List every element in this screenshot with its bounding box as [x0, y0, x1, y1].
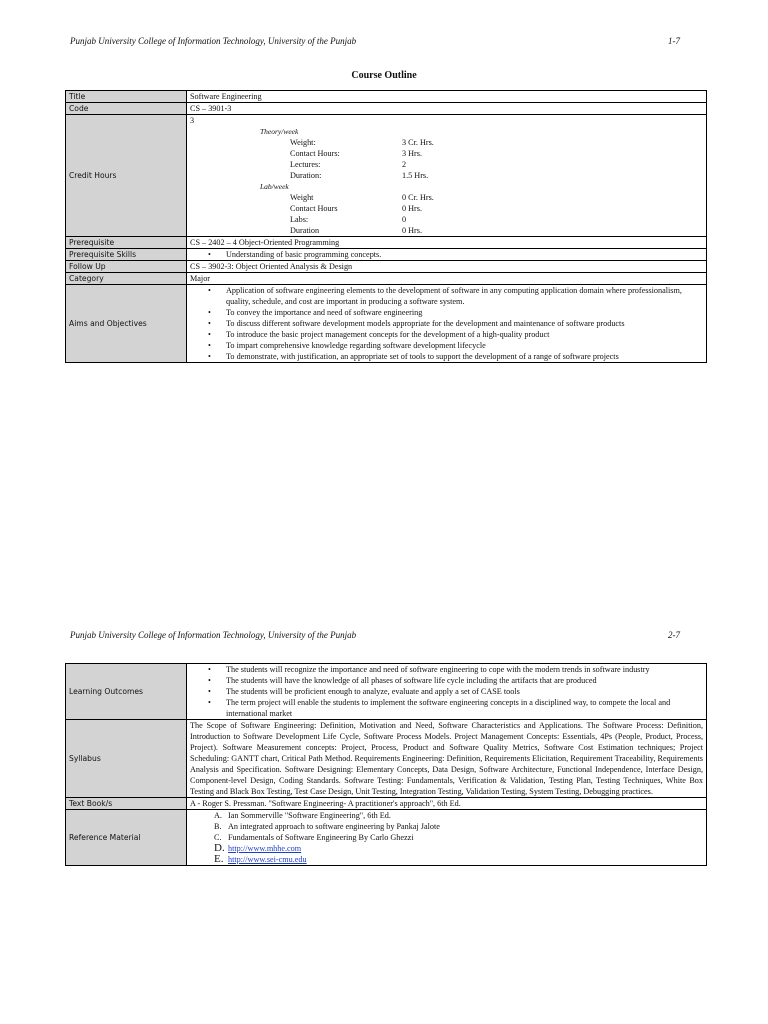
credit-detail-key: Duration: [290, 171, 322, 180]
credit-detail-key: Weight: [290, 138, 316, 147]
row-category [66, 273, 707, 285]
lab-list [190, 192, 703, 236]
list-item: • Application of software engineering elements to the development of software in any computing application domain where professionalism, quality, schedule, and cost are important in producing a software system. [226, 285, 703, 307]
credit-detail-key: Contact Hours [290, 204, 338, 213]
credit-total: 3 [190, 116, 195, 125]
row-text-books [66, 798, 707, 810]
credit-detail-row [190, 192, 703, 203]
list-item: • The students will have the knowledge of all phases of software life cycle including the artifacts that are produced [226, 675, 703, 686]
credit-detail-key: Labs: [290, 215, 309, 224]
list-item: • The students will be proficient enough to analyze, evaluate and apply a set of CASE tools [226, 686, 703, 697]
reference-link[interactable]: http://www.mhhe.com [228, 844, 302, 853]
row-title [66, 91, 707, 103]
prerequisite-skills-label: Prerequisite Skills [66, 249, 187, 261]
page1-page-number: 1-7 [668, 36, 680, 46]
credit-detail-row [190, 214, 703, 225]
credit-hours-value [187, 115, 707, 237]
aims-label: Aims and Objectives [66, 285, 187, 363]
reference-marker: B. [214, 822, 222, 831]
reference-item [214, 832, 703, 843]
list-item: • Understanding of basic programming concepts. [226, 249, 703, 260]
category-value: Major [187, 273, 707, 285]
credit-detail-value: 0 [402, 215, 407, 224]
reference-item [214, 853, 703, 865]
reference-text: Fundamentals of Software Engineering By Carlo Ghezzi [228, 833, 414, 842]
course-outline-title: Course Outline [351, 70, 417, 81]
row-reference-material [66, 810, 707, 866]
credit-detail-value: 2 [402, 160, 407, 169]
row-follow-up [66, 261, 707, 273]
credit-detail-key: Contact Hours: [290, 149, 340, 158]
list-item: • The students will recognize the importance and need of software engineering to cope with the modern trends in software industry [226, 664, 703, 675]
title-value: Software Engineering [187, 91, 707, 103]
reference-text: An integrated approach to software engineering by Pankaj Jalote [228, 822, 440, 831]
syllabus-label: Syllabus [66, 720, 187, 798]
page1-header-left: Punjab University College of Information Technology, University of the Punjab [70, 36, 357, 46]
theory-heading: Theory/week [260, 127, 299, 136]
row-credit-hours [66, 115, 707, 237]
list-item: • To introduce the basic project management concepts for the development of a high-quality product [226, 329, 703, 340]
learning-outcomes-label: Learning Outcomes [66, 664, 187, 720]
list-item: • To discuss different software development models appropriate for the development and maintenance of software products [226, 318, 703, 329]
page2-header-left: Punjab University College of Information Technology, University of the Punjab [70, 630, 357, 640]
credit-detail-row [190, 170, 703, 181]
syllabus-text: The Scope of Software Engineering: Definition, Motivation and Need, Software Characteristics and Applications. The Software Process: Definition, Introduction to Software Development Life Cycle, Software Process Models. Project Management Concepts: Essentials, 4Ps (People, Product, Process, Project). Software Measurement concepts: Project, Process, Product and Software Quality Metrics, Software Cost Estimation techniques; Project Scheduling: GANTT chart, Critical Path Method. Requirements Engineering: Definition, Requirements Elicitation, Requirement Traceability, Requirements Analysis and Specification. Software Designing: Elementary Concepts, Data Design, Software Architecture, Functional Independence, Interface Design, Component-level Design, Coding Standards. Software Testing: Fundamentals, Verification & Validation, Testing Plan, Testing Techniques, White Box Testing and Black Box Testing, Test Case Design, Unit Testing, Integration Testing, Validation Testing, System Testing, Debugging practices. [187, 720, 707, 798]
reference-marker: A. [214, 811, 222, 820]
credit-hours-label: Credit Hours [66, 115, 187, 237]
credit-detail-value: 0 Cr. Hrs. [402, 193, 434, 202]
row-syllabus [66, 720, 707, 798]
page2-page-number: 2-7 [668, 630, 680, 640]
reference-marker: C. [214, 833, 222, 842]
credit-detail-value: 1.5 Hrs. [402, 171, 429, 180]
list-item: • To convey the importance and need of software engineering [226, 307, 703, 318]
learning-outcomes-list [190, 664, 703, 719]
text-books-label: Text Book/s [66, 798, 187, 810]
theory-list [190, 137, 703, 181]
follow-up-value: CS – 3902-3: Object Oriented Analysis & Design [187, 261, 707, 273]
reference-link[interactable]: http://www.sei-cmu.edu [228, 855, 307, 864]
credit-detail-key: Duration [290, 226, 320, 235]
course-outline-table-continued [65, 663, 707, 866]
row-code [66, 103, 707, 115]
page1-header [70, 36, 680, 46]
reference-text: Ian Sommerville "Software Engineering", 6th Ed. [228, 811, 391, 820]
list-item: • To demonstrate, with justification, an appropriate set of tools to support the development of a range of software projects [226, 351, 703, 362]
reference-list [190, 810, 703, 865]
row-learning-outcomes [66, 664, 707, 720]
row-prerequisite-skills [66, 249, 707, 261]
credit-detail-value: 3 Cr. Hrs. [402, 138, 434, 147]
credit-detail-value: 3 Hrs. [402, 149, 423, 158]
row-prerequisite [66, 237, 707, 249]
follow-up-label: Follow Up [66, 261, 187, 273]
text-books-value: A - Roger S. Pressman. "Software Engineering- A practitioner's approach", 6th Ed. [187, 798, 707, 810]
reference-item [214, 810, 703, 821]
prerequisite-skills-list [190, 249, 703, 260]
credit-detail-row [190, 225, 703, 236]
list-item: • The term project will enable the students to implement the software engineering concepts in a disciplined way, to compete the local and international market [226, 697, 703, 719]
course-outline-table [65, 90, 707, 363]
reference-marker: D. [214, 842, 225, 854]
list-item: • To impart comprehensive knowledge regarding software development lifecycle [226, 340, 703, 351]
credit-detail-value: 0 Hrs. [402, 204, 423, 213]
credit-detail-value: 0 Hrs. [402, 226, 423, 235]
credit-detail-key: Lectures: [290, 160, 321, 169]
reference-marker: E. [214, 853, 224, 865]
category-label: Category [66, 273, 187, 285]
reference-item [214, 821, 703, 832]
lab-heading: Lab/week [260, 182, 289, 191]
code-label: Code [66, 103, 187, 115]
credit-detail-row [190, 137, 703, 148]
reference-material-label: Reference Material [66, 810, 187, 866]
credit-detail-row [190, 148, 703, 159]
row-aims [66, 285, 707, 363]
prerequisite-value: CS – 2402 – 4 Object-Oriented Programming [187, 237, 707, 249]
prerequisite-label: Prerequisite [66, 237, 187, 249]
reference-item [214, 842, 703, 854]
aims-list [190, 285, 703, 362]
title-label: Title [66, 91, 187, 103]
page2-header [70, 630, 680, 640]
credit-detail-key: Weight [290, 193, 314, 202]
credit-detail-row [190, 203, 703, 214]
code-value: CS – 3901-3 [187, 103, 707, 115]
credit-detail-row [190, 159, 703, 170]
